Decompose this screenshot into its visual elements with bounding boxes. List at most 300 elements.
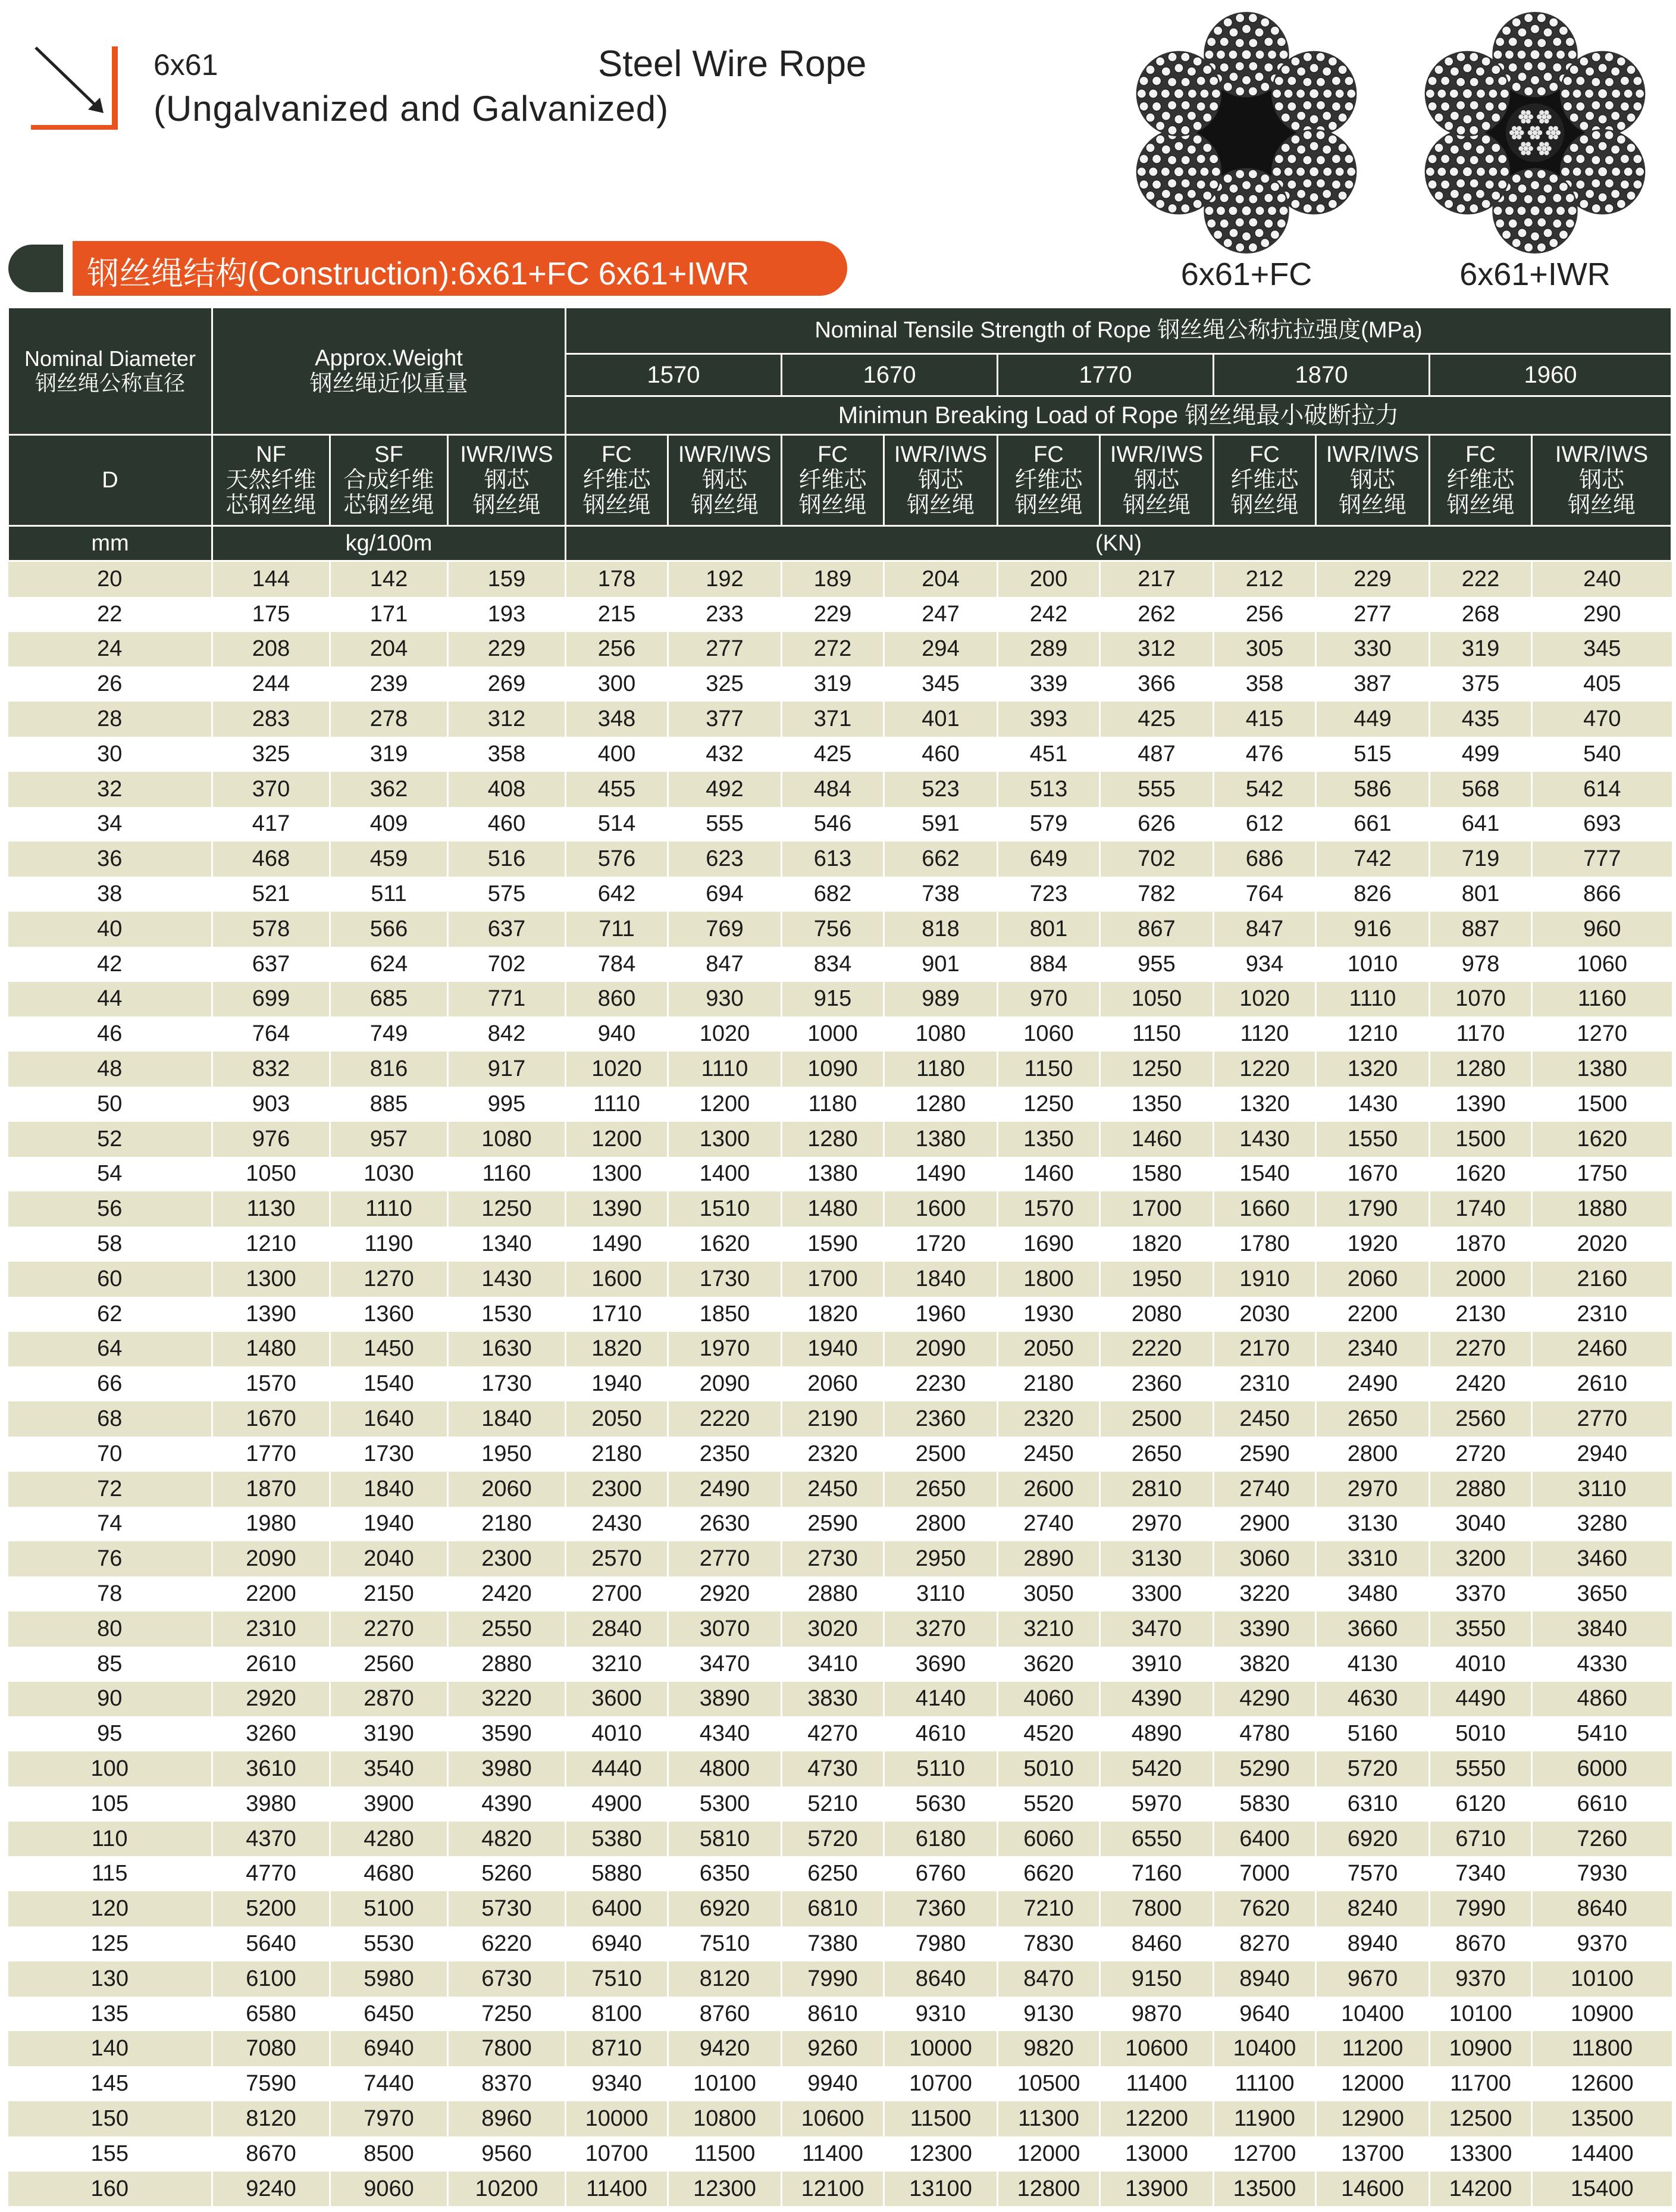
table-cell: 2650 (1316, 1401, 1430, 1437)
table-cell: 702 (448, 947, 566, 982)
construction-banner (8, 241, 847, 296)
table-row (8, 1751, 1672, 1787)
table-cell: 613 (782, 841, 884, 877)
table-cell: 1580 (1100, 1157, 1214, 1192)
table-cell: 642 (566, 877, 668, 912)
table-cell: 9150 (1100, 1961, 1214, 1997)
col-fc-header: FC 纤维芯 钢丝绳 (782, 435, 884, 526)
unit-kn: (KN) (566, 526, 1672, 561)
table-cell: 8470 (998, 1961, 1100, 1997)
table-cell: 3280 (1532, 1507, 1672, 1542)
table-cell: 9260 (782, 2031, 884, 2066)
table-cell: 2880 (448, 1647, 566, 1682)
table-cell: 960 (1532, 912, 1672, 947)
table-row (8, 2101, 1672, 2136)
col-iwr-header: IWR/IWS 钢芯 钢丝绳 (1100, 435, 1214, 526)
table-cell: 7000 (1214, 1856, 1316, 1891)
table-cell: 955 (1100, 947, 1214, 982)
table-cell: 626 (1100, 807, 1214, 842)
table-cell: 516 (448, 841, 566, 877)
table-cell: 2610 (1532, 1366, 1672, 1401)
table-row (8, 1891, 1672, 1926)
table-cell: 579 (998, 807, 1100, 842)
diameter-cell: 78 (8, 1576, 212, 1612)
table-cell: 649 (998, 841, 1100, 877)
table-cell: 682 (782, 877, 884, 912)
table-cell: 2180 (998, 1366, 1100, 1401)
table-cell: 1460 (1100, 1122, 1214, 1157)
table-cell: 358 (448, 737, 566, 772)
table-cell: 2770 (1532, 1401, 1672, 1437)
table-cell: 11500 (668, 2136, 782, 2172)
table-cell: 1060 (1532, 947, 1672, 982)
table-cell: 3190 (330, 1716, 448, 1751)
table-row (8, 2066, 1672, 2101)
table-row (8, 1016, 1672, 1052)
table-cell: 178 (566, 561, 668, 597)
table-row (8, 702, 1672, 737)
table-cell: 555 (668, 807, 782, 842)
table-cell: 4370 (212, 1822, 330, 1857)
table-cell: 7380 (782, 1926, 884, 1961)
table-cell: 2450 (998, 1437, 1100, 1472)
diameter-cell: 22 (8, 597, 212, 632)
table-cell: 2340 (1316, 1332, 1430, 1367)
table-cell: 2840 (566, 1612, 668, 1647)
table-cell: 13000 (1100, 2136, 1214, 2172)
table-cell: 242 (998, 597, 1100, 632)
table-cell: 1430 (1214, 1122, 1316, 1157)
table-cell: 2920 (668, 1576, 782, 1612)
table-cell: 2590 (1214, 1437, 1316, 1472)
table-cell: 1340 (448, 1227, 566, 1262)
banner-accent (8, 245, 63, 292)
table-cell: 711 (566, 912, 668, 947)
table-cell: 7360 (884, 1891, 998, 1926)
table-cell: 229 (1316, 561, 1430, 597)
table-cell: 1960 (884, 1297, 998, 1332)
table-cell: 5630 (884, 1787, 998, 1822)
table-cell: 624 (330, 947, 448, 982)
table-cell: 13700 (1316, 2136, 1430, 2172)
table-cell: 4770 (212, 1856, 330, 1891)
table-cell: 614 (1532, 772, 1672, 807)
table-cell: 1210 (1316, 1016, 1430, 1052)
table-cell: 10700 (566, 2136, 668, 2172)
table-cell: 5210 (782, 1787, 884, 1822)
table-cell: 247 (884, 597, 998, 632)
table-cell: 521 (212, 877, 330, 912)
table-cell: 1430 (1316, 1087, 1430, 1122)
diameter-cell: 145 (8, 2066, 212, 2101)
table-cell: 451 (998, 737, 1100, 772)
table-cell: 1350 (998, 1122, 1100, 1157)
table-cell: 460 (884, 737, 998, 772)
table-row (8, 912, 1672, 947)
table-cell: 1800 (998, 1262, 1100, 1297)
table-cell: 1010 (1316, 947, 1430, 982)
table-row (8, 1576, 1672, 1612)
table-row (8, 1612, 1672, 1647)
table-cell: 1710 (566, 1297, 668, 1332)
table-cell: 1840 (330, 1472, 448, 1507)
table-cell: 2130 (1430, 1297, 1532, 1332)
table-cell: 4010 (566, 1716, 668, 1751)
table-cell: 239 (330, 667, 448, 702)
table-cell: 1910 (1214, 1262, 1316, 1297)
table-cell: 277 (1316, 597, 1430, 632)
col-fc-header: FC 纤维芯 钢丝绳 (566, 435, 668, 526)
table-cell: 192 (668, 561, 782, 597)
table-cell: 144 (212, 561, 330, 597)
diameter-cell: 90 (8, 1682, 212, 1717)
table-cell: 13300 (1430, 2136, 1532, 2172)
table-cell: 2420 (1430, 1366, 1532, 1401)
table-cell: 2560 (1430, 1401, 1532, 1437)
diameter-cell: 28 (8, 702, 212, 737)
diameter-cell: 58 (8, 1227, 212, 1262)
table-cell: 1110 (1316, 982, 1430, 1017)
table-cell: 1790 (1316, 1191, 1430, 1227)
table-cell: 742 (1316, 841, 1430, 877)
diameter-cell: 26 (8, 667, 212, 702)
table-cell: 2970 (1316, 1472, 1430, 1507)
diameter-cell: 68 (8, 1401, 212, 1437)
table-cell: 555 (1100, 772, 1214, 807)
table-cell: 6940 (566, 1926, 668, 1961)
table-cell: 523 (884, 772, 998, 807)
table-cell: 7990 (782, 1961, 884, 1997)
table-cell: 7800 (1100, 1891, 1214, 1926)
table-cell: 2430 (566, 1507, 668, 1542)
table-cell: 6920 (1316, 1822, 1430, 1857)
table-cell: 3220 (1214, 1576, 1316, 1612)
table-cell: 1080 (884, 1016, 998, 1052)
table-cell: 1180 (884, 1052, 998, 1087)
diameter-cell: 60 (8, 1262, 212, 1297)
table-cell: 244 (212, 667, 330, 702)
table-cell: 591 (884, 807, 998, 842)
table-cell: 4330 (1532, 1647, 1672, 1682)
table-cell: 11400 (782, 2136, 884, 2172)
table-cell: 278 (330, 702, 448, 737)
table-cell: 1620 (668, 1227, 782, 1262)
table-cell: 4140 (884, 1682, 998, 1717)
table-cell: 1090 (782, 1052, 884, 1087)
table-cell: 3980 (212, 1787, 330, 1822)
table-row (8, 1087, 1672, 1122)
table-cell: 995 (448, 1087, 566, 1122)
table-cell: 10700 (884, 2066, 998, 2101)
table-cell: 11400 (1100, 2066, 1214, 2101)
table-cell: 3200 (1430, 1541, 1532, 1576)
table-cell: 1820 (1100, 1227, 1214, 1262)
table-cell: 1250 (998, 1087, 1100, 1122)
table-cell: 3590 (448, 1716, 566, 1751)
diameter-cell: 56 (8, 1191, 212, 1227)
table-cell: 1720 (884, 1227, 998, 1262)
table-cell: 5420 (1100, 1751, 1214, 1787)
table-cell: 2220 (1100, 1332, 1214, 1367)
unit-mm: mm (8, 526, 212, 561)
table-cell: 1640 (330, 1401, 448, 1437)
table-cell: 6940 (330, 2031, 448, 2066)
table-row (8, 1052, 1672, 1087)
table-cell: 204 (884, 561, 998, 597)
table-cell: 377 (668, 702, 782, 737)
table-cell: 3650 (1532, 1576, 1672, 1612)
grade-header: 1570 (566, 354, 782, 396)
table-row (8, 1122, 1672, 1157)
table-cell: 8270 (1214, 1926, 1316, 1961)
table-cell: 5290 (1214, 1751, 1316, 1787)
diameter-cell: 110 (8, 1822, 212, 1857)
table-cell: 1600 (566, 1262, 668, 1297)
table-cell: 2020 (1532, 1227, 1672, 1262)
table-cell: 8370 (448, 2066, 566, 2101)
table-cell: 2570 (566, 1541, 668, 1576)
table-cell: 1840 (448, 1401, 566, 1437)
table-row (8, 1262, 1672, 1297)
table-cell: 10500 (998, 2066, 1100, 2101)
table-cell: 142 (330, 561, 448, 597)
table-cell: 1820 (782, 1297, 884, 1332)
table-cell: 348 (566, 702, 668, 737)
table-cell: 1180 (782, 1087, 884, 1122)
diameter-cell: 48 (8, 1052, 212, 1087)
table-cell: 2650 (1100, 1437, 1214, 1472)
table-cell: 542 (1214, 772, 1316, 807)
diameter-cell: 125 (8, 1926, 212, 1961)
table-cell: 2220 (668, 1401, 782, 1437)
col-iwr-header: IWR/IWS 钢芯 钢丝绳 (884, 435, 998, 526)
table-cell: 4730 (782, 1751, 884, 1787)
table-cell: 9370 (1430, 1961, 1532, 1997)
table-cell: 13900 (1100, 2172, 1214, 2207)
table-cell: 1200 (566, 1122, 668, 1157)
table-cell: 499 (1430, 737, 1532, 772)
table-cell: 12300 (668, 2172, 782, 2207)
table-cell: 1130 (212, 1191, 330, 1227)
table-cell: 738 (884, 877, 998, 912)
table-cell: 370 (212, 772, 330, 807)
table-cell: 2060 (1316, 1262, 1430, 1297)
table-cell: 2350 (668, 1437, 782, 1472)
table-cell: 764 (1214, 877, 1316, 912)
table-cell: 3210 (998, 1612, 1100, 1647)
table-cell: 2310 (1532, 1297, 1672, 1332)
grade-header: 1960 (1430, 354, 1672, 396)
table-cell: 3270 (884, 1612, 998, 1647)
table-cell: 2770 (668, 1541, 782, 1576)
diameter-cell: 120 (8, 1891, 212, 1926)
table-cell: 204 (330, 632, 448, 667)
table-cell: 662 (884, 841, 998, 877)
table-cell: 3660 (1316, 1612, 1430, 1647)
table-cell: 3040 (1430, 1507, 1532, 1542)
table-cell: 10900 (1430, 2031, 1532, 2066)
table-cell: 4630 (1316, 1682, 1430, 1717)
diameter-cell: 62 (8, 1297, 212, 1332)
table-cell: 511 (330, 877, 448, 912)
table-cell: 319 (782, 667, 884, 702)
table-row (8, 1297, 1672, 1332)
table-row (8, 807, 1672, 842)
table-cell: 268 (1430, 597, 1532, 632)
table-cell: 847 (1214, 912, 1316, 947)
table-cell: 4800 (668, 1751, 782, 1787)
table-cell: 159 (448, 561, 566, 597)
table-cell: 9820 (998, 2031, 1100, 2066)
table-cell: 860 (566, 982, 668, 1017)
table-cell: 9870 (1100, 1997, 1214, 2032)
table-cell: 2610 (212, 1647, 330, 1682)
table-cell: 1250 (448, 1191, 566, 1227)
diameter-cell: 80 (8, 1612, 212, 1647)
table-cell: 2360 (1100, 1366, 1214, 1401)
table-cell: 7510 (566, 1961, 668, 1997)
diameter-cell: 70 (8, 1437, 212, 1472)
table-cell: 415 (1214, 702, 1316, 737)
table-cell: 5200 (212, 1891, 330, 1926)
table-cell: 8640 (1532, 1891, 1672, 1926)
table-cell: 425 (782, 737, 884, 772)
table-cell: 4520 (998, 1716, 1100, 1751)
table-cell: 256 (1214, 597, 1316, 632)
table-cell: 576 (566, 841, 668, 877)
table-cell: 515 (1316, 737, 1430, 772)
table-cell: 9060 (330, 2172, 448, 2207)
table-cell: 272 (782, 632, 884, 667)
rope-title: Steel Wire Rope (598, 43, 867, 85)
table-cell: 1150 (1100, 1016, 1214, 1052)
table-cell: 393 (998, 702, 1100, 737)
table-cell: 12100 (782, 2172, 884, 2207)
table-cell: 10400 (1316, 1997, 1430, 2032)
table-cell: 300 (566, 667, 668, 702)
table-cell: 818 (884, 912, 998, 947)
table-cell: 1500 (1532, 1087, 1672, 1122)
table-row (8, 561, 1672, 597)
table-cell: 8940 (1214, 1961, 1316, 1997)
table-cell: 10800 (668, 2101, 782, 2136)
nominal-diameter-header: Nominal Diameter 钢丝绳公称直径 (8, 308, 212, 435)
diameter-cell: 100 (8, 1751, 212, 1787)
table-cell: 4280 (330, 1822, 448, 1857)
table-cell: 9560 (448, 2136, 566, 2172)
table-cell: 11800 (1532, 2031, 1672, 2066)
table-cell: 8240 (1316, 1891, 1430, 1926)
table-cell: 3460 (1532, 1541, 1672, 1576)
table-cell: 1280 (1430, 1052, 1532, 1087)
table-cell: 2560 (330, 1647, 448, 1682)
table-cell: 375 (1430, 667, 1532, 702)
table-row (8, 667, 1672, 702)
diameter-cell: 24 (8, 632, 212, 667)
breaking-load-header: Minimun Breaking Load of Rope 钢丝绳最小破断拉力 (566, 396, 1672, 435)
table-cell: 7260 (1532, 1822, 1672, 1857)
table-row (8, 1366, 1672, 1401)
table-cell: 6100 (212, 1961, 330, 1997)
table-cell: 5720 (782, 1822, 884, 1857)
table-cell: 1210 (212, 1227, 330, 1262)
table-cell: 1280 (782, 1122, 884, 1157)
table-cell: 1840 (884, 1262, 998, 1297)
table-cell: 901 (884, 947, 998, 982)
table-cell: 3060 (1214, 1541, 1316, 1576)
diameter-cell: 32 (8, 772, 212, 807)
table-cell: 459 (330, 841, 448, 877)
table-cell: 1380 (782, 1157, 884, 1192)
table-cell: 325 (668, 667, 782, 702)
table-cell: 345 (1532, 632, 1672, 667)
table-cell: 623 (668, 841, 782, 877)
table-cell: 777 (1532, 841, 1672, 877)
table-row (8, 1961, 1672, 1997)
table-cell: 4440 (566, 1751, 668, 1787)
table-cell: 3900 (330, 1787, 448, 1822)
table-cell: 1050 (212, 1157, 330, 1192)
diameter-cell: 34 (8, 807, 212, 842)
table-cell: 7210 (998, 1891, 1100, 1926)
table-cell: 1950 (448, 1437, 566, 1472)
table-cell: 1690 (998, 1227, 1100, 1262)
table-cell: 1700 (1100, 1191, 1214, 1227)
table-cell: 409 (330, 807, 448, 842)
table-cell: 1360 (330, 1297, 448, 1332)
table-cell: 578 (212, 912, 330, 947)
table-cell: 842 (448, 1016, 566, 1052)
table-cell: 940 (566, 1016, 668, 1052)
table-cell: 8460 (1100, 1926, 1214, 1961)
table-cell: 2920 (212, 1682, 330, 1717)
spec-table (7, 306, 1672, 2206)
table-cell: 1400 (668, 1157, 782, 1192)
table-cell: 3470 (1100, 1612, 1214, 1647)
table-cell: 1480 (782, 1191, 884, 1227)
table-cell: 1120 (1214, 1016, 1316, 1052)
table-cell: 2000 (1430, 1262, 1532, 1297)
table-cell: 2490 (1316, 1366, 1430, 1401)
table-cell: 2090 (212, 1541, 330, 1576)
table-cell: 305 (1214, 632, 1316, 667)
table-cell: 3690 (884, 1647, 998, 1682)
table-cell: 1870 (1430, 1227, 1532, 1262)
table-cell: 7250 (448, 1997, 566, 2032)
table-cell: 2810 (1100, 1472, 1214, 1507)
diameter-cell: 74 (8, 1507, 212, 1542)
table-row (8, 1401, 1672, 1437)
table-cell: 1350 (1100, 1087, 1214, 1122)
table-cell: 2940 (1532, 1437, 1672, 1472)
table-cell: 4130 (1316, 1647, 1430, 1682)
diameter-cell: 95 (8, 1716, 212, 1751)
table-cell: 460 (448, 807, 566, 842)
table-cell: 5530 (330, 1926, 448, 1961)
table-row (8, 1437, 1672, 1472)
table-cell: 6350 (668, 1856, 782, 1891)
table-cell: 325 (212, 737, 330, 772)
diameter-cell: 115 (8, 1856, 212, 1891)
table-cell: 1390 (1430, 1087, 1532, 1122)
table-cell: 1740 (1430, 1191, 1532, 1227)
table-cell: 641 (1430, 807, 1532, 842)
table-cell: 2300 (448, 1541, 566, 1576)
table-cell: 866 (1532, 877, 1672, 912)
table-cell: 1550 (1316, 1122, 1430, 1157)
table-cell: 3020 (782, 1612, 884, 1647)
table-cell: 15400 (1532, 2172, 1672, 2207)
